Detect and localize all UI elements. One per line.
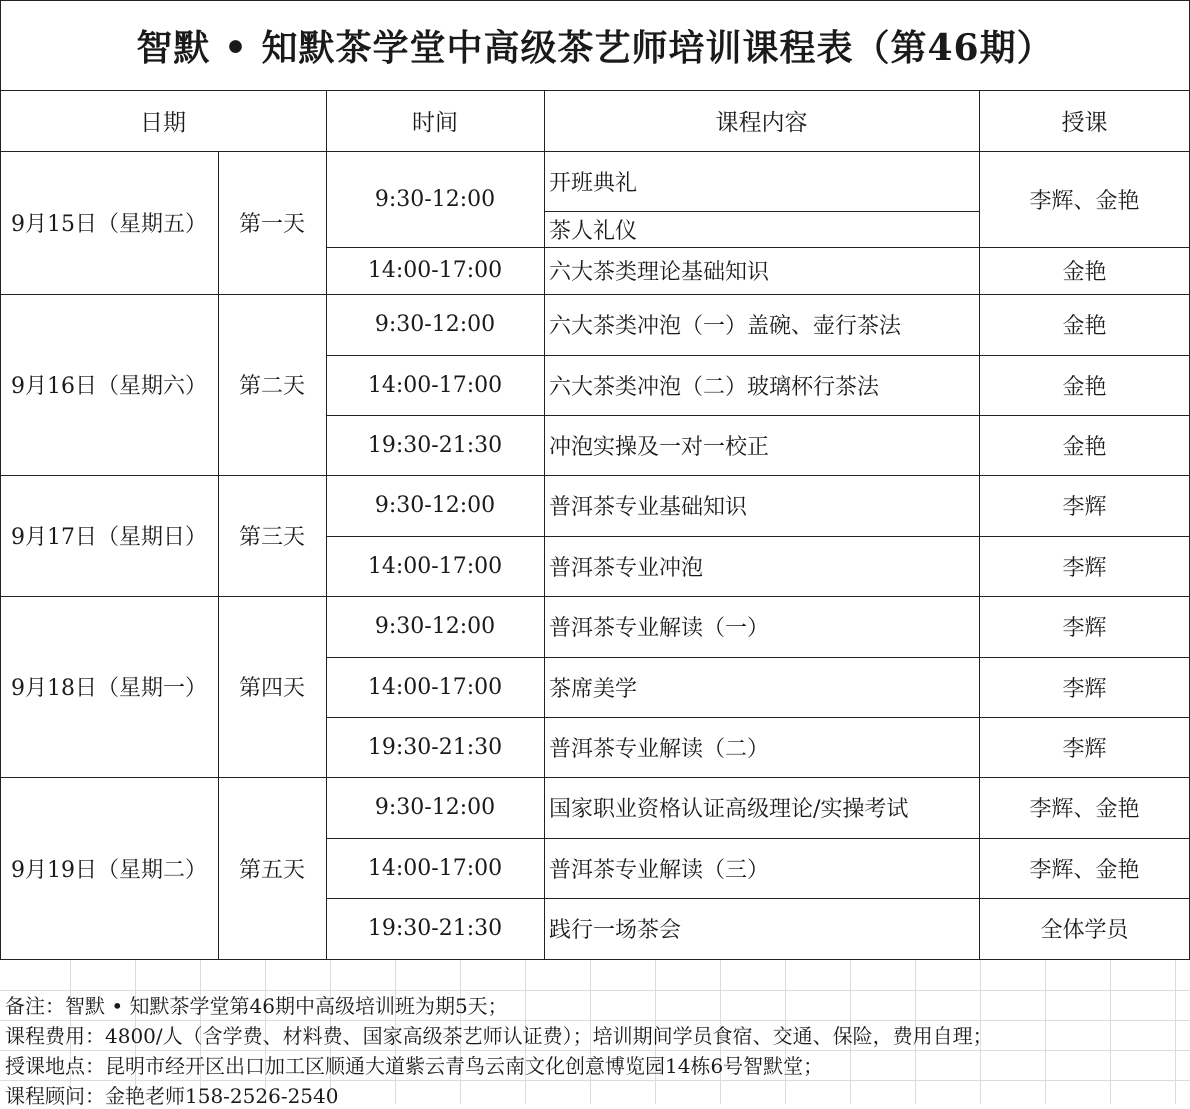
session-time: 9:30-12:00 bbox=[374, 186, 496, 212]
header-content: 课程内容 bbox=[715, 110, 808, 136]
day-date: 9月19日（星期二） bbox=[11, 857, 207, 883]
session-content: 普洱茶专业解读（三） bbox=[549, 857, 770, 883]
session-content: 六大茶类冲泡（二）玻璃杯行茶法 bbox=[549, 374, 880, 400]
session-content: 六大茶类理论基础知识 bbox=[549, 260, 770, 285]
session-content: 茶席美学 bbox=[549, 676, 638, 702]
header-teacher: 授课 bbox=[1061, 110, 1108, 136]
session-content: 冲泡实操及一对一校正 bbox=[549, 434, 770, 460]
session-teacher: 李辉 bbox=[1062, 495, 1107, 520]
grid-line-v bbox=[1110, 960, 1111, 1104]
header-date: 日期 bbox=[140, 110, 186, 136]
session-time: 9:30-12:00 bbox=[374, 795, 496, 820]
session-teacher: 金艳 bbox=[1062, 314, 1107, 339]
day-date: 9月18日（星期一） bbox=[11, 676, 207, 701]
day-date: 9月15日（星期五） bbox=[11, 212, 207, 237]
session-content: 国家职业资格认证高级理论/实操考试 bbox=[549, 797, 909, 822]
session-content: 六大茶类冲泡（一）盖碗、壶行茶法 bbox=[549, 314, 902, 339]
session-content: 茶人礼仪 bbox=[549, 218, 638, 244]
grid-line-v bbox=[1175, 960, 1176, 1104]
session-teacher: 金艳 bbox=[1062, 260, 1107, 285]
header-time: 时间 bbox=[412, 110, 458, 136]
session-content: 普洱茶专业冲泡 bbox=[549, 555, 704, 581]
grid-line-h bbox=[326, 959, 1190, 960]
session-teacher: 李辉、金艳 bbox=[1029, 857, 1140, 883]
day-label: 第四天 bbox=[238, 676, 305, 701]
session-teacher: 李辉 bbox=[1062, 736, 1107, 762]
note-line: 备注：智默 • 知默茶学堂第46期中高级培训班为期5天； bbox=[5, 994, 508, 1018]
session-teacher: 李辉、金艳 bbox=[1029, 188, 1140, 214]
session-time: 9:30-12:00 bbox=[374, 614, 496, 639]
session-time: 19:30-21:30 bbox=[367, 916, 503, 941]
session-content: 普洱茶专业解读（二） bbox=[549, 736, 770, 762]
session-time: 9:30-12:00 bbox=[374, 312, 496, 337]
session-teacher: 金艳 bbox=[1062, 434, 1107, 460]
day-date: 9月17日（星期日） bbox=[11, 525, 207, 550]
session-teacher: 李辉 bbox=[1062, 676, 1107, 702]
session-teacher: 全体学员 bbox=[1040, 918, 1129, 943]
day-label: 第二天 bbox=[238, 374, 305, 399]
day-date: 9月16日（星期六） bbox=[11, 374, 207, 399]
session-time: 14:00-17:00 bbox=[367, 674, 503, 700]
session-content: 普洱茶专业基础知识 bbox=[549, 495, 748, 520]
session-time: 19:30-21:30 bbox=[367, 432, 503, 458]
note-line: 授课地点：昆明市经开区出口加工区顺通大道紫云青鸟云南文化创意博览园14栋6号智默堂； bbox=[5, 1054, 824, 1078]
session-content: 普洱茶专业解读（一） bbox=[549, 616, 770, 641]
session-teacher: 李辉 bbox=[1062, 616, 1107, 641]
session-time: 19:30-21:30 bbox=[367, 734, 503, 760]
day-label: 第三天 bbox=[238, 525, 305, 550]
session-teacher: 金艳 bbox=[1062, 374, 1107, 400]
grid-line-v bbox=[1045, 960, 1046, 1104]
day-label: 第一天 bbox=[238, 212, 305, 237]
page-title: 智默 • 知默茶学堂中高级茶艺师培训课程表（第46期） bbox=[136, 26, 1054, 69]
note-line: 课程顾问：金艳老师158-2526-2540 bbox=[5, 1084, 339, 1108]
session-time: 9:30-12:00 bbox=[374, 493, 496, 518]
session-time: 14:00-17:00 bbox=[367, 258, 503, 283]
session-teacher: 李辉、金艳 bbox=[1029, 797, 1140, 822]
day-label: 第五天 bbox=[238, 857, 305, 883]
session-time: 14:00-17:00 bbox=[367, 553, 503, 579]
session-time: 14:00-17:00 bbox=[367, 372, 503, 398]
session-content: 践行一场茶会 bbox=[549, 918, 682, 943]
session-time: 14:00-17:00 bbox=[367, 855, 503, 881]
session-teacher: 李辉 bbox=[1062, 555, 1107, 581]
session-content: 开班典礼 bbox=[549, 170, 638, 196]
note-line: 课程费用：4800/人（含学费、材料费、国家高级茶艺师认证费）；培训期间学员食宿、交通、保险，费用自理； bbox=[5, 1024, 993, 1048]
